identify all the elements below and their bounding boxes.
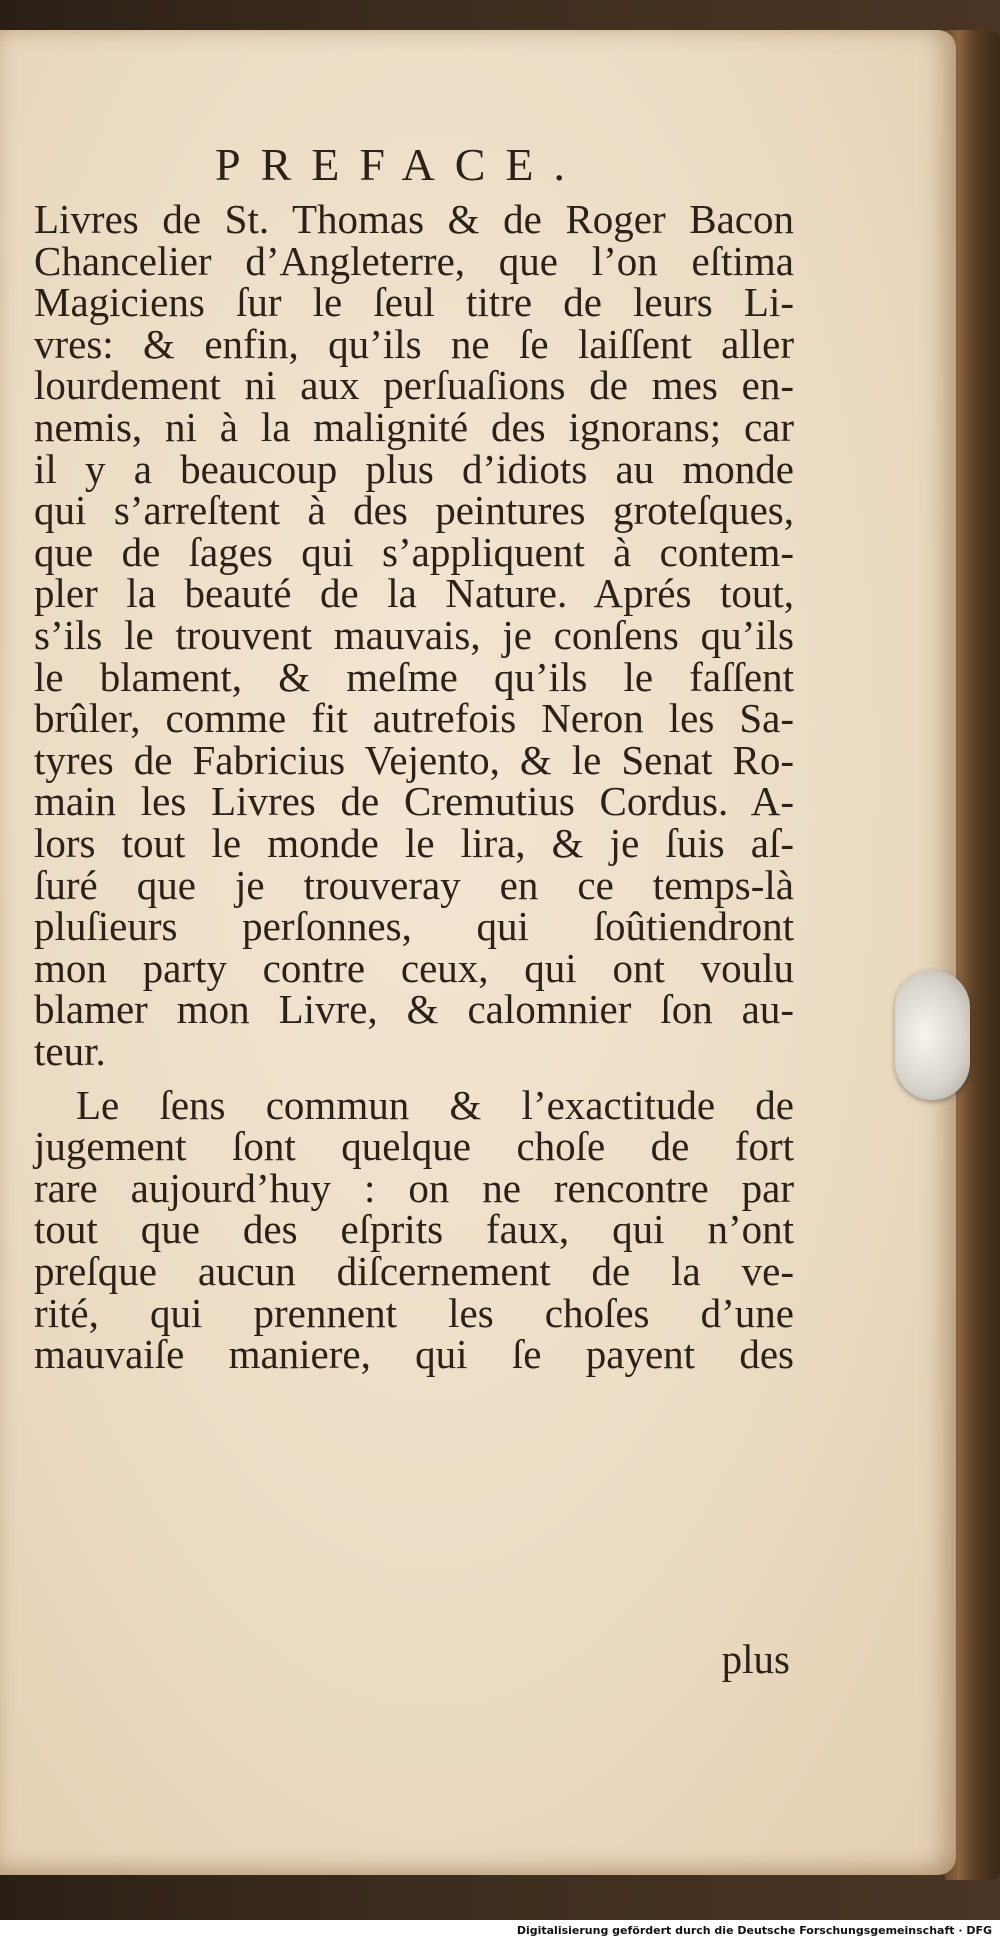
text-line: rare aujourd’huy : on ne rencontre par: [34, 1164, 794, 1211]
text-line: pler la beauté de la Nature. Aprés tout,: [34, 570, 794, 617]
text-line: le blament, & meſme qu’ils le faſſent: [34, 653, 794, 700]
text-line: jugement ſont quelque choſe de fort: [34, 1123, 794, 1170]
text-line: brûler, comme fit autrefois Neron les Sa-: [34, 695, 794, 742]
text-line: lourdement ni aux perſuaſions de mes en-: [34, 362, 794, 409]
text-line: preſque aucun diſcernement de la ve-: [34, 1248, 794, 1294]
text-line: rité, qui prennent les choſes d’une: [34, 1289, 794, 1336]
text-line: mauvaiſe maniere, qui ſe payent des: [34, 1331, 794, 1378]
text-line: blamer mon Livre, & calomnier ſon au-: [34, 986, 794, 1033]
text-line: pluſieurs perſonnes, qui ſoûtiendront: [34, 903, 794, 950]
text-line: Livres de St. Thomas & de Roger Bacon: [34, 196, 794, 242]
text-line: s’ils le trouvent mauvais, je conſens qu’ils: [34, 612, 794, 658]
text-line: tyres de Fabricius Vejento, & le Senat Ro-: [34, 736, 794, 783]
text-line: tout que des eſprits faux, qui n’ont: [34, 1206, 794, 1253]
text-line: nemis, ni à la malignité des ignorans; car: [34, 404, 794, 450]
page-clip: [895, 970, 970, 1100]
text-line: vres: & enfin, qu’ils ne ſe laiſſent aller: [34, 320, 794, 367]
text-line: qui s’arreſtent à des peintures groteſques,: [34, 487, 794, 534]
text-line: Le ſens commun & l’exactitude de: [76, 1081, 794, 1128]
text-line: Magiciens ſur le ſeul titre de leurs Li-: [34, 279, 794, 326]
digitization-footer: [0, 1920, 1000, 1941]
text-line: teur.: [34, 1028, 106, 1074]
text-line: mon party contre ceux, qui ont voulu: [34, 944, 794, 991]
running-head: PREFACE.: [215, 139, 586, 190]
text-line: que de ſages qui s’appliquent à contem-: [34, 528, 794, 575]
catchword: plus: [721, 1636, 790, 1682]
text-line: ſuré que je trouveray en ce temps-là: [34, 861, 794, 908]
text-line: il y a beaucoup plus d’idiots au monde: [34, 445, 794, 492]
text-line: main les Livres de Cremutius Cordus. A-: [34, 778, 794, 825]
text-line: Chancelier d’Angleterre, que l’on eſtima: [34, 237, 794, 284]
footer-text: Digitalisierung gefördert durch die Deutsche Forschungsgemeinschaft · DFG: [516, 1924, 992, 1937]
text-line: lors tout le monde le lira, & je ſuis aſ-: [34, 820, 794, 866]
